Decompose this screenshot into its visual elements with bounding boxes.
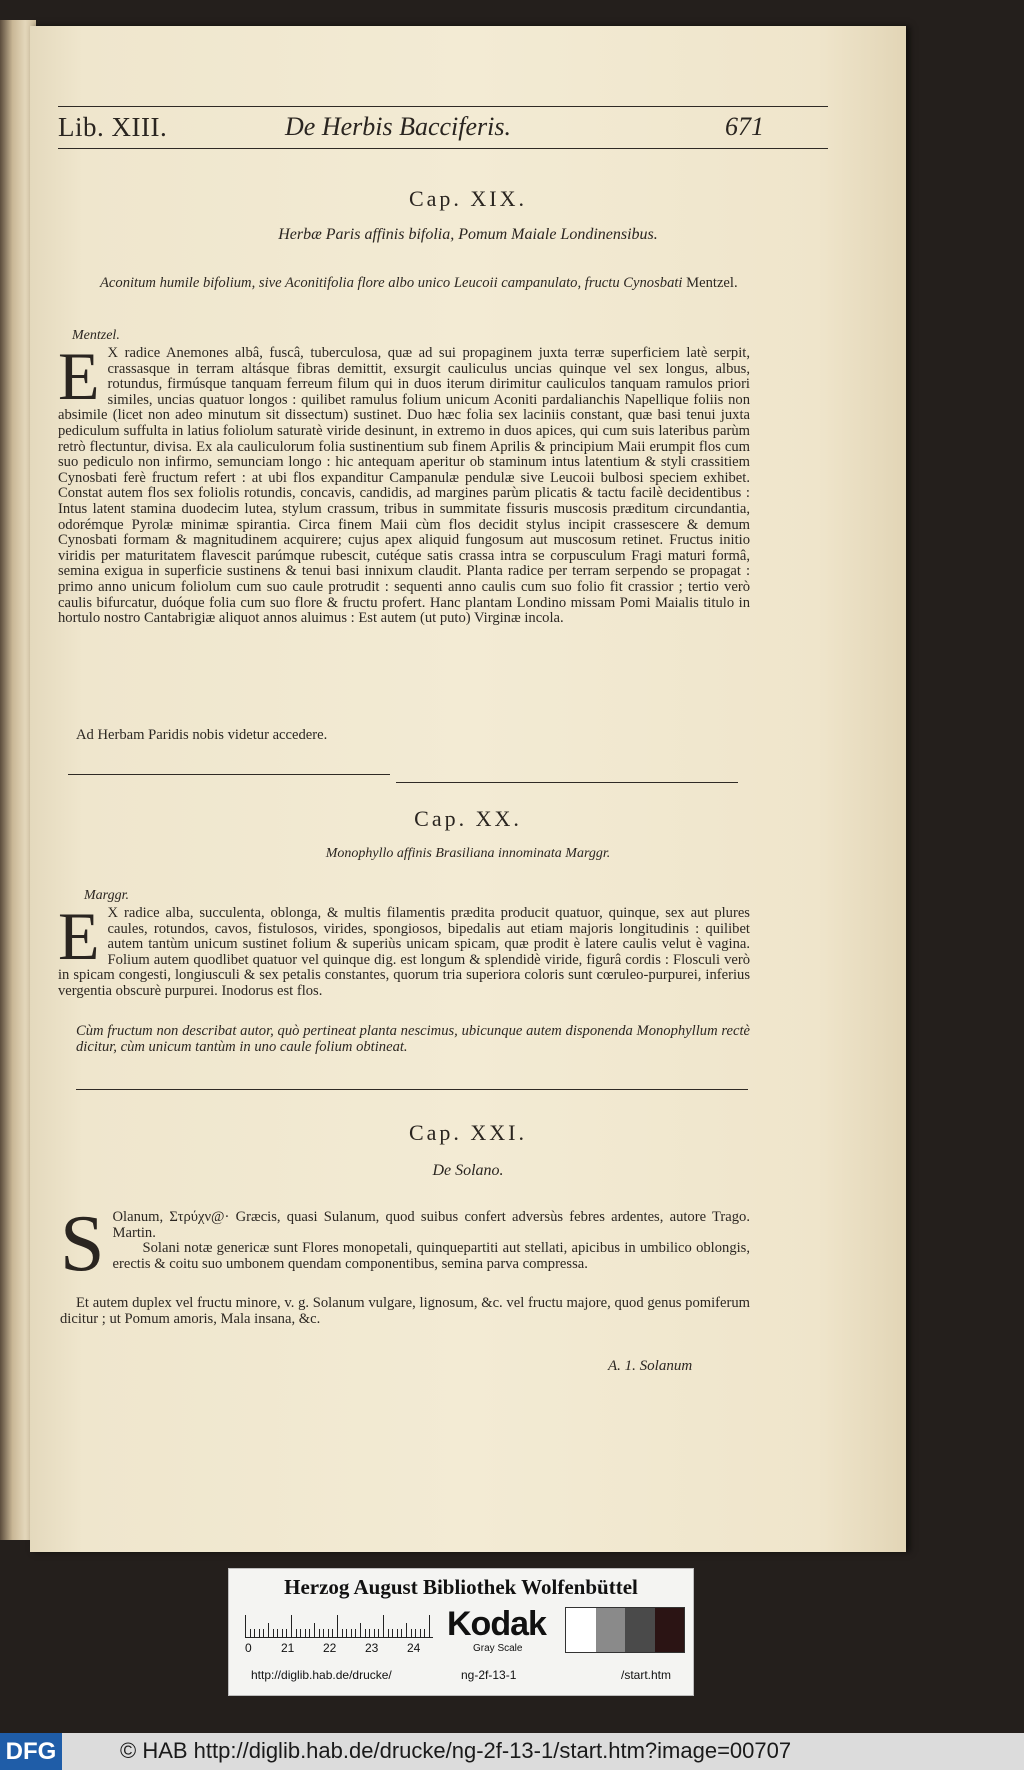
chapter-20-body [58,898,750,1000]
swatch-gray [596,1608,626,1652]
ruler-tick [383,1615,384,1637]
ruler-tick [259,1629,260,1637]
swatch-dark-gray [625,1608,655,1652]
library-name: Herzog August Bibliothek Wolfenbüttel [284,1575,638,1599]
ruler-tick [429,1615,430,1637]
ruler-tick [397,1629,398,1637]
ruler-tick [401,1629,402,1637]
ruler-tick [282,1629,283,1637]
book-page [30,26,906,1552]
ruler-number: 23 [365,1641,379,1655]
ruler-tick [319,1629,320,1637]
chapter-heading-19: Cap. XIX. [408,186,528,211]
chapter-21-para-3: Et autem duplex vel fructu minore, v. g. Solanum vulgare, lignosum, &c. vel fructu majore, quod genus pomiferum dicitur ; ut Pomum amoris, Mala insana, &c. [60,1295,750,1327]
ruler-tick [273,1629,274,1637]
header-top-rule [58,106,828,107]
ruler-tick [309,1629,310,1637]
chapter-21-para-1: Olanum, Στρύχν@· Græcis, quasi Sulanum, quod suibus confert adversùs febres ardentes, autore Trago. Martin. [112,1209,750,1241]
synonym-author: Mentzel. [686,275,738,291]
swatch-white [566,1608,596,1652]
chapter-19-body [58,338,750,627]
ruler-tick [268,1623,269,1637]
ruler-tick [415,1629,416,1637]
chapter-subtitle-19: Herbæ Paris affinis bifolia, Pomum Maiale Londinensibus. [278,226,658,243]
ruler-number: 24 [407,1641,421,1655]
ruler-tick [254,1629,255,1637]
synonym-text: Aconitum humile bifolium, sive Aconitifolia flore albo unico Leucoii campanulato, fructu Cynosbati [100,275,683,291]
swatch-black [655,1608,685,1652]
ruler-number: 0 [245,1641,252,1655]
header-bottom-rule [58,148,828,149]
ruler-tick [346,1629,347,1637]
measurement-ruler [245,1611,433,1638]
ruler-tick [374,1629,375,1637]
chapter-heading-20: Cap. XX. [414,806,522,831]
color-reference-card [228,1568,694,1696]
ruler-tick [420,1629,421,1637]
chapter-20-text: X radice alba, succulenta, oblonga, & multis filamentis prædita producit quatuor, quinque, sex aut plures caules, rotundos, cavos, fistulosos, virides, spongiosos, bipedalis aut etiam majoris longitudinis : quilibet autem tantùm unicum sustinet folium & superiùs unicam spicam, quæ prodit è latere caulis velut è vagina. Folium autem quodlibet quatuor vel quinque dig. est longum & splendidè viride, figurâ cordis : Flosculi verò in spicam congesti, longiusculi & sex petalis constantes, quorum tria superiora coloris sunt cœruleo-purpurei, inferius vergentia obscurè purpurei. Inodorus est flos. [58,905,750,999]
chapter-19-text: X radice Anemones albâ, fuscâ, tuberculosa, quæ ad sui propaginem juxta terræ superficiem latè serpit, crassasque in terram altásque fibras demittit, exsurgit cauliculus uncias quinque vel sex longus, albus, rotundus, firmúsque tanquam ferreum filum qui in duos iterum dirimitur cauliculos tanquam ramulos priori similes, uncias quatuor longos : quilibet ramulus folium unicum Aconiti pardalianchis Napellique foliis non absimile (licet non adeo minutum sit dissectum) sustinet. Duo hæc folia sex laciniis constant, quæ basi tenui juxta pediculum suffulta in latius foliolum saturatè viride desinunt, in extremo in duos apices, qui cum suis lateribus parùm retrò flectuntur, divisa. Ex ala cauliculorum folia sustinentium sub finem Aprilis & principium Maii erumpit flos cum suo pediculo non infirmo, semunciam longo : hic antequam aperitur ob staminum intus latentium & styli crassitiem Cynosbati ferè fructum refert : at ubi flos expanditur Campanulæ pendulæ sive Leucoii bulbosi speciem exhibet. Constat autem flos sex foliolis rotundis, concavis, candidis, ad margines parùm plicatis & tactu facilè decidentibus : Intus latent stamina duodecim lutea, stylum crassum, tribus in summitate fissuris muscosis præditum circundantia, odorémque Pyrolæ minimæ spirantia. Circa finem Maii cùm flos decidit stylus incipit crassescere & demum Cynosbati formam & magnitudinem acquirere; cujus apex aliquid fungosum aut muscosum retinet. Fructus initio viridis per maturitatem flavescit parúmque rubescit, cutéque satis crassa intra se corpusculum Fragi maturi formâ, semina exigua in superficie sustinens & tenui basi innixum claudit. Planta radice per terram serpendo se propagat : primo anno unicum foliolum cum suo caule protrudit : sequenti anno caulis cum suo folio fit crassior ; tertio verò caulis bifurcatur, duóque folia cum suo flore & fructu profert. Hanc plantam Londino missam Pomi Maialis titulo in hortulo nostro Cantabrigiæ aliquot annos aluimus : Est autem (ut puto) Virginæ incola. [58,345,750,627]
chapter-21-body [60,1200,750,1288]
catchword: A. 1. Solanum [608,1358,693,1374]
chapter-heading-21: Cap. XXI. [408,1120,528,1145]
ruler-tick [388,1629,389,1637]
ruler-tick [392,1629,393,1637]
ruler-tick [355,1629,356,1637]
kodak-brand: Kodak [447,1605,546,1643]
ruler-tick [245,1615,246,1637]
dfg-logo: DFG [0,1733,62,1770]
ruler-tick [337,1615,338,1637]
ruler-tick [342,1629,343,1637]
copyright-link[interactable]: © HAB http://diglib.hab.de/drucke/ng-2f-13-1/start.htm?image=00707 [120,1738,792,1763]
chapter-19-closing: Ad Herbam Paridis nobis videtur accedere. [76,727,328,743]
section-divider-left [68,774,390,775]
ruler-tick [263,1629,264,1637]
card-shelfmark: ng-2f-13-1 [461,1668,517,1682]
grayscale-label: Gray Scale [473,1643,523,1654]
section-divider-right [396,782,738,783]
ruler-tick [296,1629,297,1637]
chapter-subtitle-21: De Solano. [432,1162,504,1179]
running-head-book: Lib. XIII. [58,112,168,142]
ruler-tick [291,1615,292,1637]
ruler-tick [365,1629,366,1637]
ruler-tick [406,1623,407,1637]
ruler-number: 21 [281,1641,295,1655]
card-url: http://diglib.hab.de/drucke/ [251,1668,392,1682]
chapter-21-para-2: Solani notæ genericæ sunt Flores monopetali, quinquepartiti aut stellati, apicibus in umbilico oblongis, erectis & coitu suo umbonem quendam componentibus, semina parva compressa. [112,1240,750,1272]
ruler-tick [314,1623,315,1637]
grayscale-swatches [565,1607,685,1653]
ruler-tick [305,1629,306,1637]
side-note-marggr: Marggr. [84,888,129,903]
ruler-tick [250,1629,251,1637]
ruler-tick [277,1629,278,1637]
ruler-tick [286,1629,287,1637]
card-url-suffix: /start.htm [621,1668,672,1682]
chapter-20-note: Cùm fructum non describat autor, quò pertineat planta nescimus, ubicunque autem disponenda Monophyllum rectè dicitur, cùm unicum tantùm in uno caule folium obtineat. [76,1023,750,1055]
ruler-tick [411,1629,412,1637]
dropcap-s: S [60,1200,105,1288]
ruler-tick [369,1629,370,1637]
ruler-tick [360,1623,361,1637]
dropcap-e-2: E [58,898,100,974]
ruler-tick [378,1629,379,1637]
ruler-tick [351,1629,352,1637]
ruler-tick [332,1629,333,1637]
ruler-tick [424,1629,425,1637]
dropcap-e: E [58,338,100,414]
ruler-tick [328,1629,329,1637]
page-number: 671 [725,112,764,141]
section-divider-2 [76,1089,748,1090]
synonym-line [100,276,750,292]
ruler-number: 22 [323,1641,337,1655]
chapter-subtitle-20: Monophyllo affinis Brasiliana innominata Marggr. [325,846,611,861]
ruler-tick [300,1629,301,1637]
ruler-tick [323,1629,324,1637]
running-head-title: De Herbis Bacciferis. [285,112,512,141]
side-note-mentzel: Mentzel. [72,328,120,343]
